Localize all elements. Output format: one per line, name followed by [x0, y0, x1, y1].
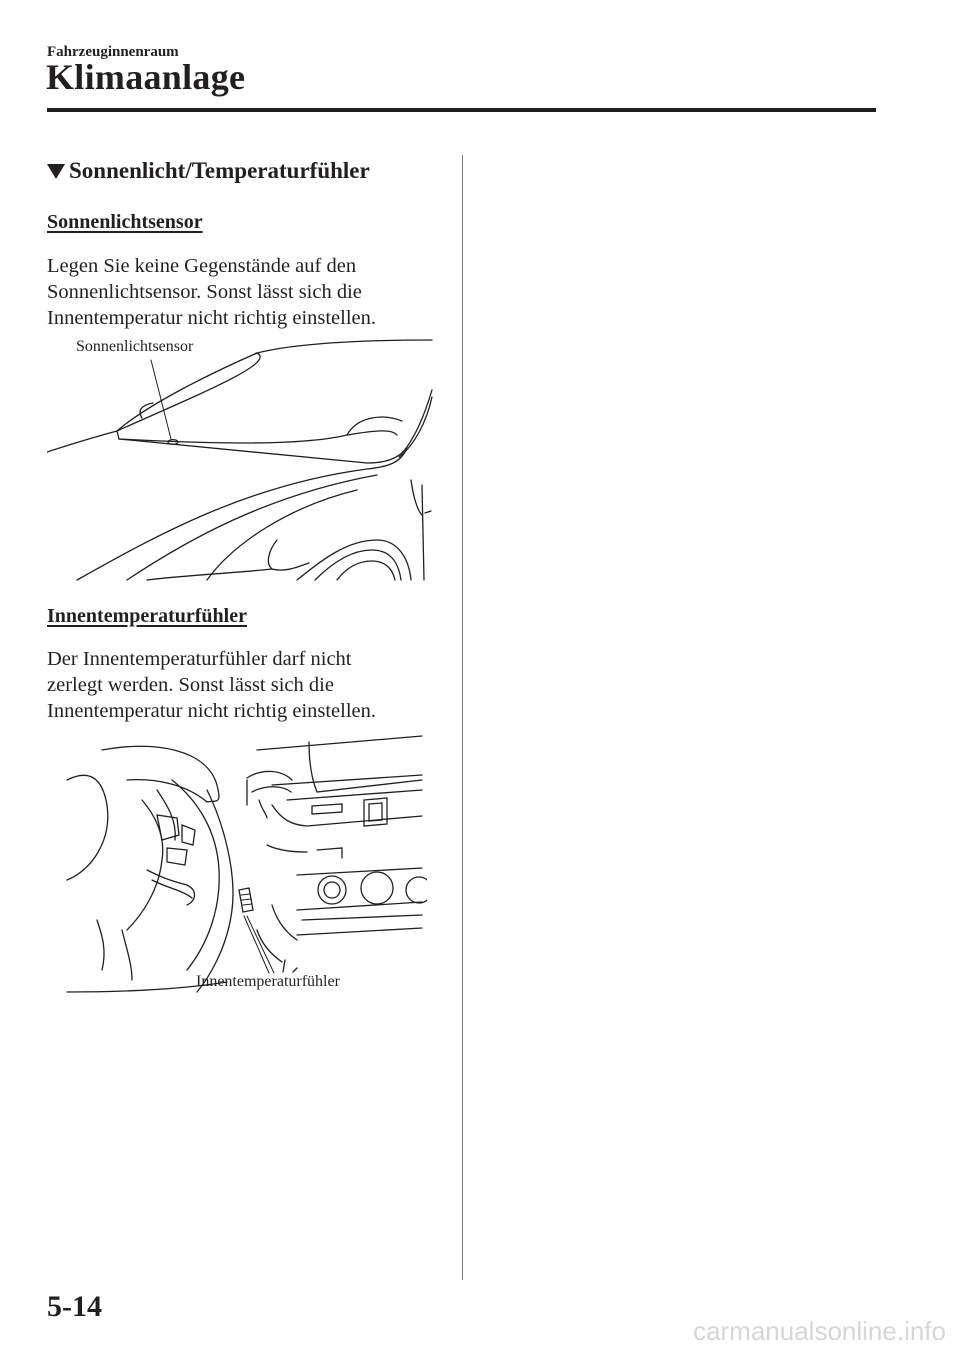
page-number: 5-14 [47, 1290, 102, 1323]
paragraph-line: Legen Sie keine Gegenstände auf den [47, 255, 357, 277]
paragraph-line: zerlegt werden. Sonst lässt sich die [47, 674, 334, 696]
sun-sensor-subheading: Sonnenlichtsensor [47, 211, 203, 233]
section-heading-text: Sonnenlicht/Temperaturfühler [69, 158, 370, 183]
sun-sensor-figure-label: Sonnenlichtsensor [76, 338, 194, 355]
paragraph-line: Innentemperatur nicht richtig einstellen. [47, 307, 377, 329]
chapter-label: Fahrzeuginnenraum [47, 44, 179, 60]
section-heading [47, 158, 370, 184]
paragraph-line: Innentemperatur nicht richtig einstellen. [47, 700, 377, 722]
paragraph-line: Der Innentemperaturfühler darf nicht [47, 648, 352, 670]
watermark: carmanualsonline.info [693, 1316, 946, 1346]
temp-sensor-subheading: Innentemperaturfühler [47, 605, 247, 627]
triangle-down-icon [47, 164, 65, 179]
paragraph-line: Sonnenlichtsensor. Sonst lässt sich die [47, 281, 362, 303]
column-divider [462, 155, 463, 1280]
page-title: Klimaanlage [46, 57, 246, 97]
temp-sensor-paragraph [47, 646, 447, 724]
title-rule [47, 108, 876, 112]
dashboard-illustration [47, 730, 427, 1000]
sun-sensor-paragraph [47, 253, 447, 331]
windshield-illustration [47, 335, 437, 585]
temp-sensor-figure-label: Innentemperaturfühler [196, 973, 340, 990]
